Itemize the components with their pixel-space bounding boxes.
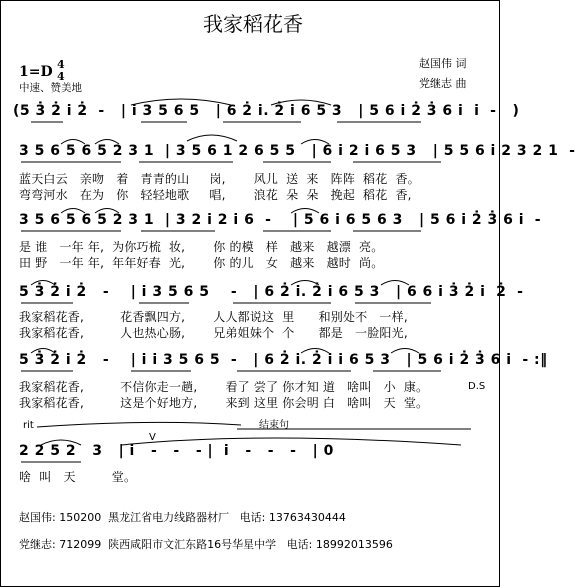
slur (187, 135, 237, 141)
tempo-marking: 中速、赞美地 (19, 82, 82, 94)
footer-contact-lyricist: 赵国伟: 150200 黑龙江省电力线路器材厂 电话: 13763430444 (19, 511, 346, 524)
time-signature-bottom: 4 (57, 70, 65, 83)
dal-segno-mark: D.S (468, 381, 486, 392)
ending-lyric: 啥 叫 天 堂。 (19, 470, 137, 484)
line2-lyric-verse2: 田 野 一年 年, 年年好春 光, 你 的儿 女 越来 越时 尚。 (19, 256, 384, 270)
key-signature: 1=D (19, 64, 53, 80)
line1-lyric-verse1: 蓝天白云 亲吻 着 青青的山 岗, 风儿 送 来 阵阵 稻花 香。 (19, 172, 420, 186)
ending-label: 结束句 (259, 420, 289, 431)
line3-lyric-verse1: 我家稻花香, 花香飘四方, 人人都说这 里 和别处不 一样, (19, 310, 408, 324)
line1-lyric-verse2: 弯弯河水 在为 你 轻轻地歌 唱, 浪花 朵 朵 挽起 稻花 香, (19, 188, 412, 202)
lyricist-credit: 赵国伟 词 (419, 57, 467, 70)
line2-notation: 3 5 6 5 6 5 2 3 1 | 3 2 i 2 i 6 - | 5 6 i 6 5 6 3 | 5 6 i 2̇ 3̇ 6 i - (19, 212, 542, 228)
time-signature-top: 4 (57, 58, 65, 71)
line4-lyric-verse2: 我家稻花香, 这是个好地方, 来到 这里 你会明 白 啥叫 天 堂。 (19, 396, 429, 410)
line1-notation: 3 5 6 5 6 5 2 3 1 | 3 5 6 1 2 6 5 5 | 6 i 2 i 6 5 3 | 5 5 6 i 2 3 2 1 - (19, 143, 575, 159)
line4-lyric-verse1: 我家稻花香, 不信你走一趟, 看了 尝了 你才知 道 啥叫 小 康。 (19, 380, 429, 394)
line3-lyric-verse2: 我家稻花香, 人也热心肠, 兄弟姐妹个 个 都是 一脸阳光, (19, 326, 408, 340)
composer-credit: 党继志 曲 (419, 77, 467, 90)
song-title: 我家稻花香 (203, 12, 303, 36)
line3-notation: 5 3̇ 2̇ i 2̇ - | i 3 5 6 5 - | 6 2̇ i. 2̇ i 6 5 3 | 6 6 i 3̇ 2̇ i 2̇ - (19, 284, 524, 300)
line2-lyric-verse1: 是 谁 一年 年, 为你巧梳 妆, 你 的模 样 越来 越漂 亮。 (19, 240, 384, 254)
line4-notation: 5 3̇ 2̇ i 2̇ - | i i 3 5 6 5 - | 6 2̇ i. 2̇ i i 6 5 3 | 5 6 i 2̇ 3̇ 6 i - :‖ (19, 352, 548, 368)
breath-mark: V (149, 432, 156, 443)
footer-contact-composer: 党继志: 712099 陕西咸阳市文汇东路16号华星中学 电话: 18992013596 (19, 538, 393, 551)
intro-notation: (5 3̇ 2̇ i 2̇ - | i 3 5 6 5 | 6 2̇ i. 2̇ i 6 5 3 | 5 6 i 2̇ 3̇ 6 i i - ) (13, 103, 520, 119)
ritardando-mark: rit (23, 420, 34, 431)
rit-extension-line (37, 422, 241, 427)
ending-notation: 2 2 5 2 3 | i - - - | i - - - | 0 (19, 443, 334, 459)
